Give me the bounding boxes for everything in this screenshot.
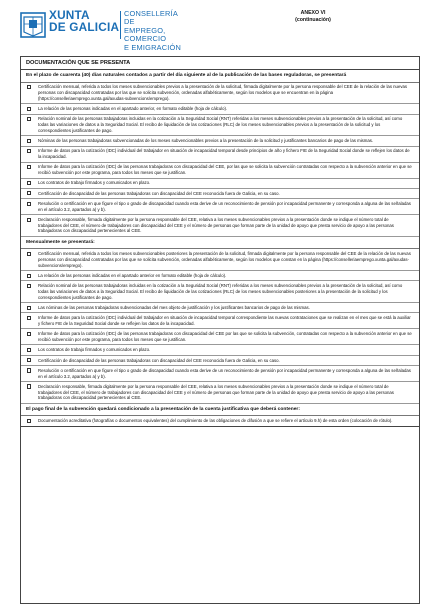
document-item-text: Nóminas de las personas trabajadoras subvencionadas de los meses subvencionables previos a la presentación de la solicitud y justificantes bancarios de pago de las mismas. [38, 138, 374, 144]
document-item [21, 179, 419, 189]
document-item-text: Resolución o certificación en que figure el tipo o grado de discapacidad cuando esta derive de un reconocimiento de pensión por incapacidad permanente y corresponda a alguna de las señaladas en el artículo 3.2, apartados a) y b). [38, 367, 411, 379]
page-header [20, 7, 420, 52]
document-item-text: Certificación mensual, referida a todos los meses subvencionables previos a la presentación de la solicitud, firmada digitalmente por la persona responsable del CEE de la relación de las nuevas personas con discapacidad contratadas por las que se solicita subvención, ordenadas alfabéticamente, según los modelos que se encuentran en la página (https://conselleriaemprego.xunta.gal/axudas-subvencions/emprego). [38, 84, 408, 101]
document-checkbox[interactable] [27, 384, 31, 388]
section-heading: Mensualmente se presentará: [21, 237, 419, 250]
document-checkbox[interactable] [27, 202, 31, 206]
document-item [21, 199, 419, 215]
logo-wordmark [49, 9, 119, 33]
document-item-text: Informe de datos para la cotización (IDC) individual del trabajador en situación de incapacidad temporal correspondiente las nuevas contrataciones que se realizan en el mes que se está la auxiliar y fichero FIE de la Seguridad Social donde se reflejen los datos de la incapacidad. [38, 315, 411, 326]
logo-line-2: DE GALICIA [49, 20, 120, 34]
document-item [21, 115, 419, 137]
section-heading: En el plazo de cuarenta (40) días naturales contados a partir del día siguiente al de la publicación de las bases reguladoras, se presentará [21, 70, 419, 83]
document-item-text: Resolución o certificación en que figure el tipo o grado de discapacidad cuando esta derive de un reconocimiento de pensión por incapacidad permanente y corresponda a alguna de las señaladas en el artículo 3.2, apartados a) y b). [38, 200, 411, 212]
document-checkbox[interactable] [27, 284, 31, 288]
document-checkbox[interactable] [27, 332, 31, 336]
document-item [21, 345, 419, 355]
document-item [21, 147, 419, 163]
document-checkbox[interactable] [27, 191, 31, 195]
document-item-text: Declaración responsable, firmada digitalmente por la persona responsable del CEE, relativa a los meses subvencionables previos a la presentación donde se indique el número total de trabajadores del CEE, el número de trabajadores con discapacidad del CEE y el número de personas que forman parte de la unidad de apoyo que presta servicio de apoyo a las personas trabajadoras con discapacidad pertenecientes al CEE. [38, 216, 394, 234]
document-checkbox[interactable] [27, 149, 31, 153]
logo-separator [120, 11, 121, 39]
document-item-text: Las nóminas de las personas trabajadoras subvencionadas del mes objeto de justificación y los justificantes bancarios de pago de las mismas. [38, 304, 310, 310]
document-checkbox[interactable] [27, 181, 31, 185]
document-item [21, 366, 419, 382]
document-item-text: Los contratos de trabajo firmados y comunicados en plazo. [38, 347, 151, 353]
document-item [21, 189, 419, 199]
document-item [21, 136, 419, 146]
document-item-text: Certificación mensual, referida a todos los meses subvencionables posteriores la presentación de la solicitud, firmada digitalmente por la persona responsable del CEE de la relación de las nuevas personas con discapacidad contratadas por las que se solicita subvención, ordenadas alfabéticamente, según los modelos que constan en la página (https://conselleriaemprego.xunta.gal/axudas-subvencions/emprego). [38, 251, 411, 268]
document-item [21, 215, 419, 237]
annex-label [268, 10, 358, 24]
document-item-text: Documentación acreditativa (fotografías o documentos equivalentes) del cumplimiento de las obligaciones de difusión a que se refiere el artículo 9.h) de esta orden (colocación de rótulo). [38, 418, 393, 424]
section-heading: El pago final de la subvención quedará condicionado a la presentación de la cuenta justificativa que deberá contener: [21, 404, 419, 417]
document-item-text: Informe de datos para la cotización (IDC) individual del trabajador en situación de incapacidad temporal desde principios de año y fichero FIE de la Seguridad Social donde se reflejen los datos de la incapacidad. [38, 148, 410, 160]
document-checkbox[interactable] [27, 274, 31, 278]
documentation-title: DOCUMENTACIÓN QUE SE PRESENTA [21, 57, 419, 70]
document-checkbox[interactable] [27, 165, 31, 169]
document-checkbox[interactable] [27, 316, 31, 320]
department-line-1: CONSELLERÍA DE [124, 9, 178, 27]
department-line-2: EMPREGO, COMERCIO [124, 25, 167, 44]
department-line-3: E EMIGRACIÓN [124, 42, 182, 52]
document-item [21, 249, 419, 271]
xunta-logo [20, 8, 188, 52]
documentation-table [20, 56, 420, 604]
document-item-text: Relación nominal de las personas trabajadoras incluidas en la cotización a la Seguridad Social (RNT) referidas a los meses subvencionables previos a la presentación de la solicitud, así como todas las variaciones de datos a la Seguridad Social. El recibo de liquidación de las cotizaciones (RLC) de los meses subvencionables previos a la presentación de la solicitud y los correspondientes justificantes de pago. [38, 116, 403, 133]
document-checkbox[interactable] [27, 107, 31, 111]
document-checkbox[interactable] [27, 306, 31, 310]
document-item-text: Informe de datos para la cotización (IDC) de las personas trabajadoras con discapacidad del CEE por las que se solicita la subvención, contratadas con respecto a la subvención anterior en que se recibió subvención por este programa, para todos los meses que se justifican. [38, 331, 412, 342]
document-item [21, 313, 419, 329]
document-item [21, 356, 419, 366]
annex-title: ANEXO VI [300, 10, 326, 16]
document-item [21, 303, 419, 313]
documentation-sections [21, 70, 419, 427]
document-item-text: Informe de datos para la cotización (IDC) de las personas trabajadoras con discapacidad del CEE, por las que se solicita la subvención contratadas con respecto a la subvención anterior en que se recibió subvención por este programa, para todos los meses que se justifican. [38, 164, 412, 176]
document-checkbox[interactable] [27, 218, 31, 222]
document-item-text: La relación de las personas indicadas en el apartado anterior en formato editable (hoja de cálculo). [38, 272, 227, 278]
document-item-text: Declaración responsable, firmada digitalmente por la persona responsable del CEE, relativa a los meses subvencionables previos a la presentación donde se indique el número total de trabajadores del CEE, el número de trabajadores con discapacidad del CEE y el número de personas que forman parte de la unidad de apoyo que presta servicio de apoyo a las personas trabajadoras con discapacidad pertenecientes al CEE. [38, 383, 394, 401]
document-item-text: La relación de las personas indicadas en el apartado anterior, en formato editable (hoja de cálculo). [38, 106, 228, 112]
document-checkbox[interactable] [27, 348, 31, 352]
document-item-text: Los contratos de trabajo firmados y comunicados en plazo. [38, 180, 151, 186]
document-checkbox[interactable] [27, 85, 31, 89]
document-item [21, 104, 419, 114]
document-item [21, 271, 419, 281]
document-item-text: Certificación de discapacidad de las personas trabajadoras con discapacidad del CEE reconocida fuera de Galicia, en su caso. [38, 190, 280, 196]
document-item-text: Relación nominal de las personas trabajadoras incluidas en la cotización a la Seguridad Social (RNT) referidas a los meses subvencionables previos a la presentación de la solicitud, así como todas las variaciones de datos a la Seguridad Social. El recibo de liquidación de las cotizaciones (RLC) de los meses subvencionables posteriores a la presentación de la solicitud y los correspondientes justificantes de pago. [38, 283, 403, 300]
document-checkbox[interactable] [27, 419, 31, 423]
document-item [21, 83, 419, 105]
document-item [21, 382, 419, 404]
document-item [21, 329, 419, 345]
document-item [21, 281, 419, 303]
document-checkbox[interactable] [27, 117, 31, 121]
document-item [21, 416, 419, 426]
logo-line-1: XUNTA [49, 8, 90, 22]
document-item-text: Certificación de discapacidad de las personas trabajadoras con discapacidad del CEE reconocida fuera de Galicia, en su caso. [38, 357, 280, 363]
document-checkbox[interactable] [27, 252, 31, 256]
xunta-shield-icon [20, 12, 46, 38]
document-checkbox[interactable] [27, 358, 31, 362]
document-item [21, 163, 419, 179]
department-name [124, 10, 188, 52]
document-checkbox[interactable] [27, 368, 31, 372]
document-checkbox[interactable] [27, 139, 31, 143]
annex-subtitle: (continuación) [295, 17, 331, 23]
